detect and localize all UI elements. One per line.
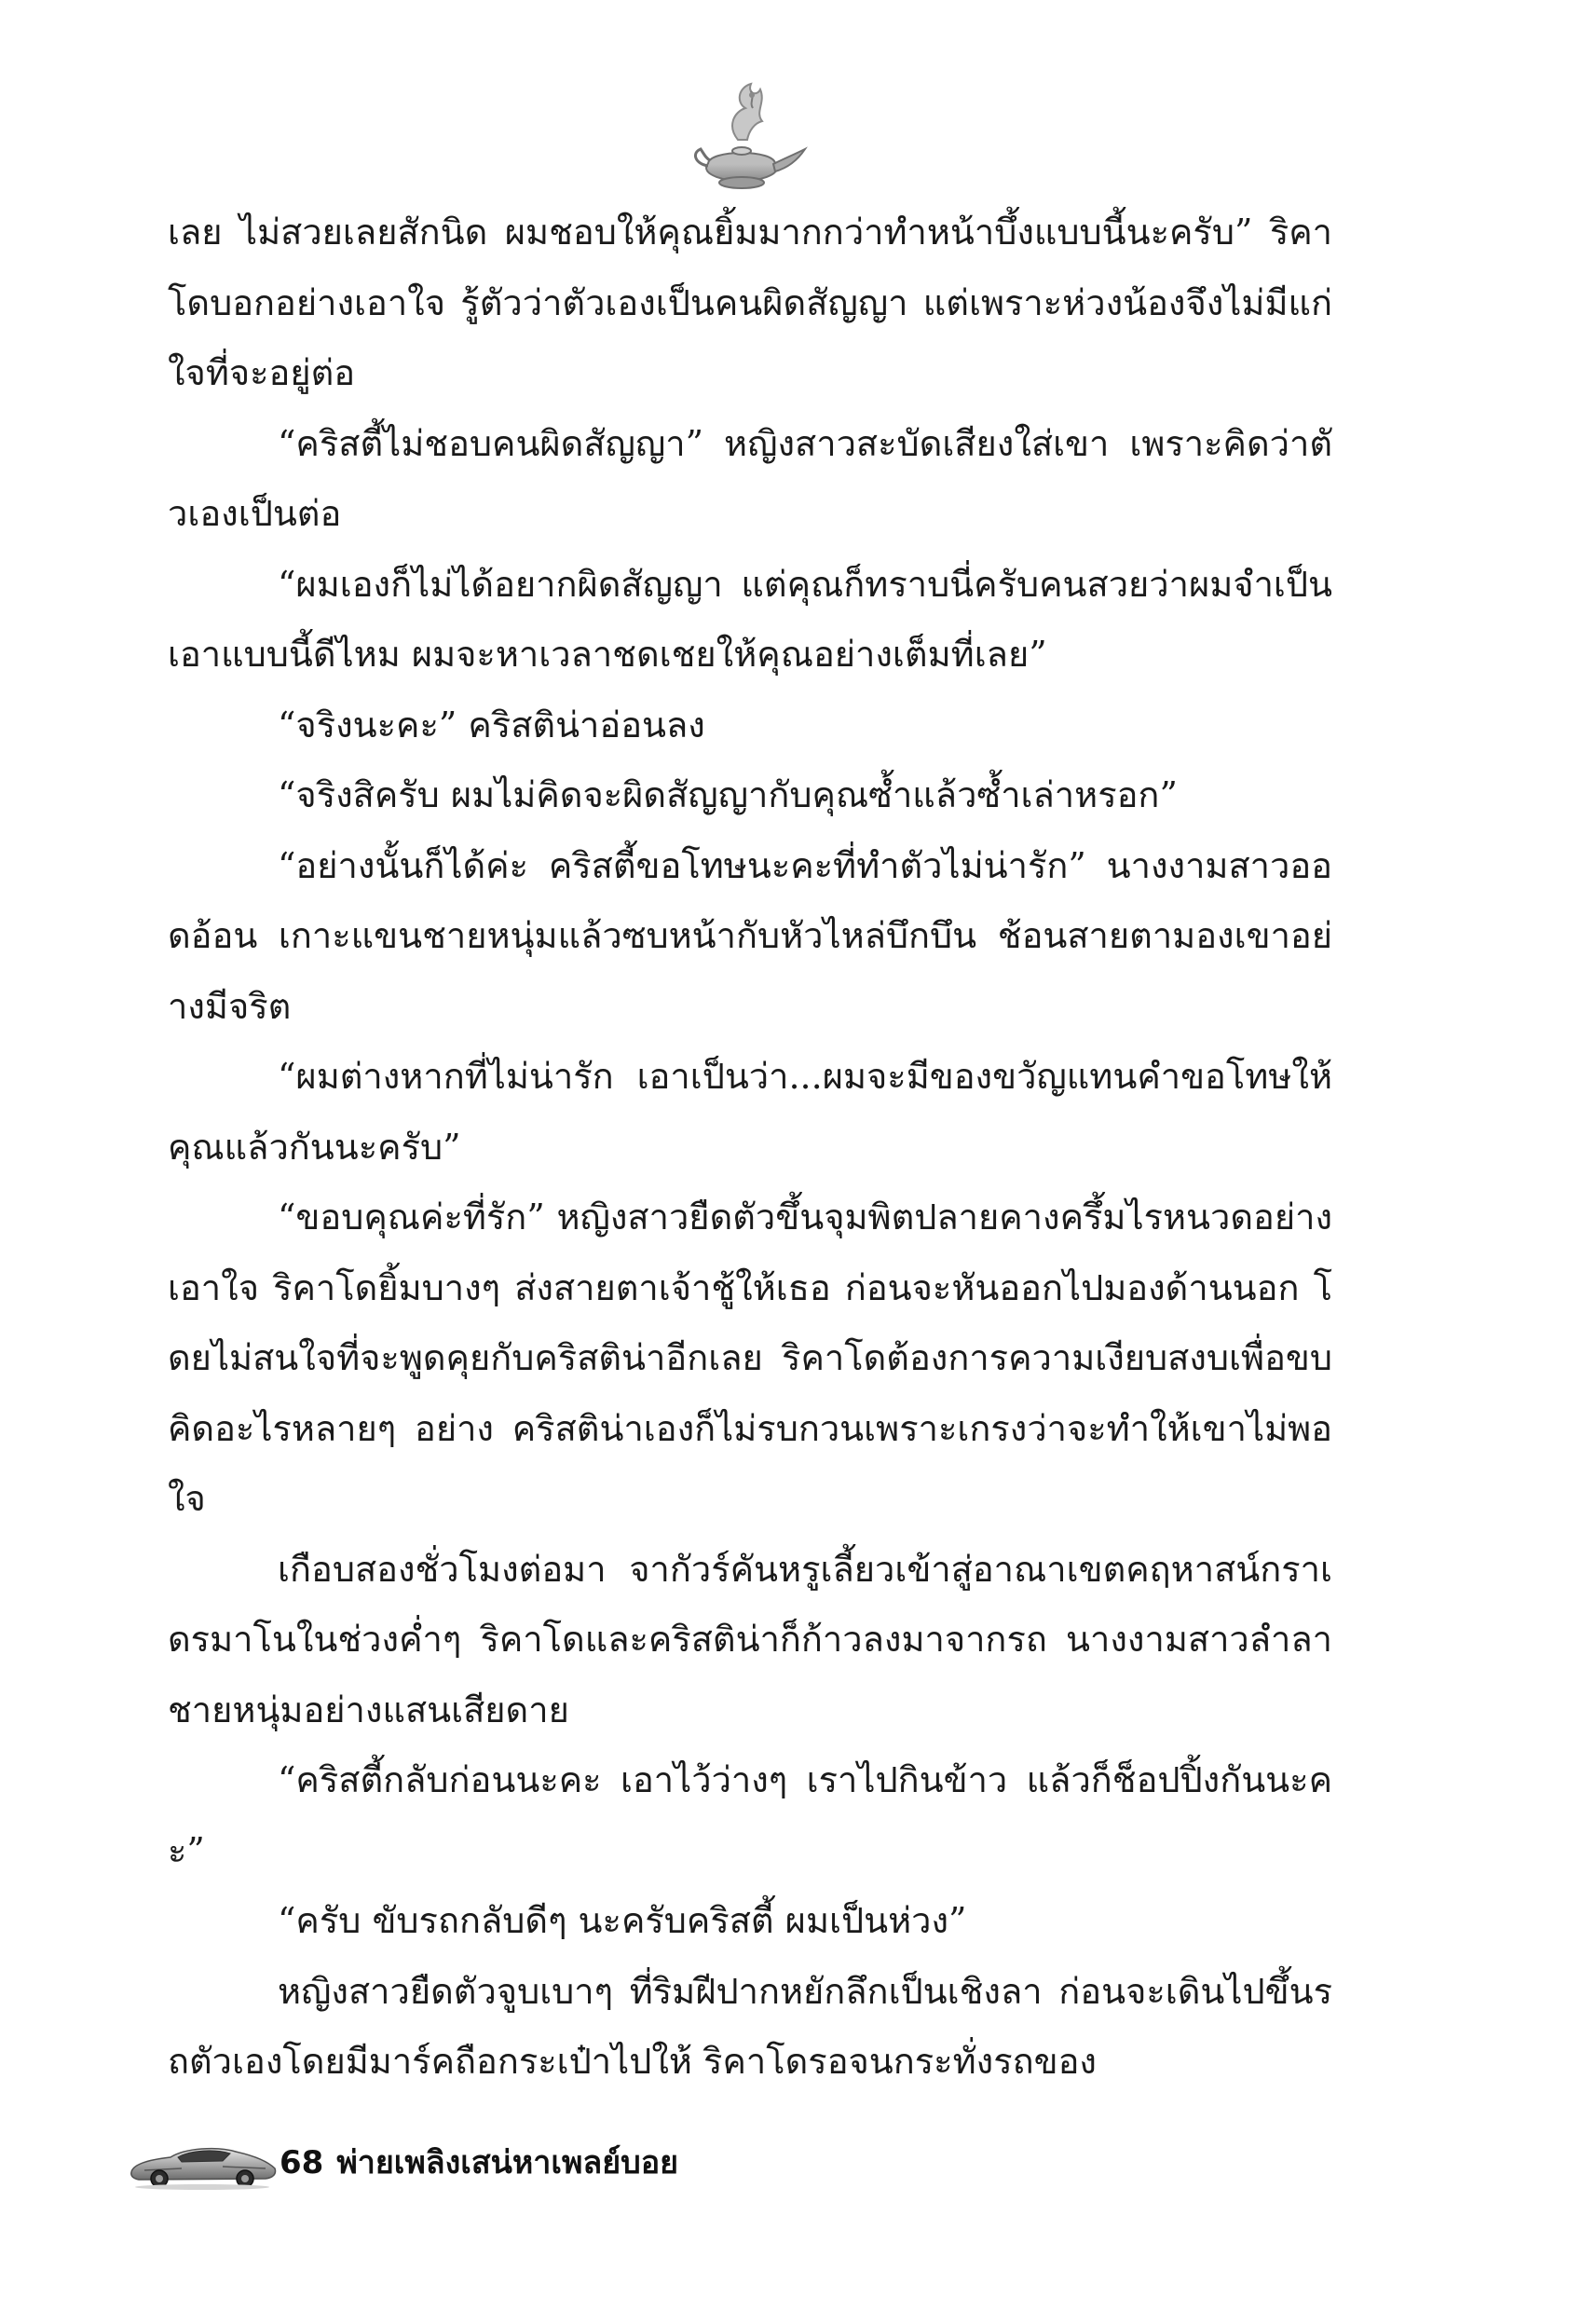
body-text bbox=[168, 198, 1332, 2108]
paragraph: “ขอบคุณค่ะที่รัก” หญิงสาวยืดตัวขึ้นจุมพิตปลายคางครึ้มไรหนวดอย่างเอาใจ ริคาโดยิ้มบางๆ ส่งสายตาเจ้าชู้ให้เธอ ก่อนจะหันออกไปมองด้านนอก โดยไม่สนใจที่จะพูดคุยกับคริสติน่าอีกเลย ริคาโดต้องการความเงียบสงบเพื่อขบคิดอะไรหลายๆ อย่าง คริสติน่าเองก็ไม่รบกวนเพราะเกรงว่าจะทำให้เขาไม่พอใจ bbox=[168, 1197, 1332, 1519]
paragraph: เลย ไม่สวยเลยสักนิด ผมชอบให้คุณยิ้มมากกว่าทำหน้าบึ้งแบบนี้นะครับ” ริคาโดบอกอย่างเอาใจ รู้ตัวว่าตัวเองเป็นคนผิดสัญญา แต่เพราะห่วงน้องจึงไม่มีแก่ใจที่จะอยู่ต่อ bbox=[168, 212, 1332, 393]
genie-lamp-icon bbox=[680, 75, 811, 196]
paragraph: “ผมเองก็ไม่ได้อยากผิดสัญญา แต่คุณก็ทราบนี่ครับคนสวยว่าผมจำเป็น เอาแบบนี้ดีไหม ผมจะหาเวลาชดเชยให้คุณอย่างเต็มที่เลย” bbox=[168, 563, 1332, 675]
footer-caption bbox=[280, 2139, 678, 2187]
paragraph: “ครับ ขับรถกลับดีๆ นะครับคริสตี้ ผมเป็นห่วง” bbox=[278, 1900, 967, 1941]
paragraph: “คริสตี้กลับก่อนนะคะ เอาไว้ว่างๆ เราไปกินข้าว แล้วก็ช็อปปิ้งกันนะคะ” bbox=[168, 1759, 1332, 1871]
paragraph: “คริสตี้ไม่ชอบคนผิดสัญญา” หญิงสาวสะบัดเสียงใส่เขา เพราะคิดว่าตัวเองเป็นต่อ bbox=[168, 422, 1332, 534]
page-number: 68 bbox=[280, 2144, 324, 2181]
paragraph: “ผมต่างหากที่ไม่น่ารัก เอาเป็นว่า...ผมจะมีของขวัญแทนคำขอโทษให้คุณแล้วกันนะครับ” bbox=[168, 1056, 1332, 1168]
page-footer bbox=[126, 2129, 964, 2204]
paragraph: หญิงสาวยืดตัวจูบเบาๆ ที่ริมฝีปากหยักลึกเป็นเชิงลา ก่อนจะเดินไปขึ้นรถตัวเองโดยมีมาร์คถือกระเป๋าไปให้ ริคาโดรอจนกระทั่งรถของ bbox=[168, 1970, 1332, 2082]
book-title: พ่ายเพลิงเสน่หาเพลย์บอย bbox=[336, 2144, 679, 2181]
paragraph: เกือบสองชั่วโมงต่อมา จากัวร์คันหรูเลี้ยวเข้าสู่อาณาเขตคฤหาสน์กราเดรมาโนในช่วงค่ำๆ ริคาโดและคริสติน่าก็ก้าวลงมาจากรถ นางงามสาวลำลาชายหนุ่มอย่างแสนเสียดาย bbox=[168, 1548, 1332, 1730]
paragraph: “จริงสิครับ ผมไม่คิดจะผิดสัญญากับคุณซ้ำแล้วซ้ำเล่าหรอก” bbox=[278, 774, 1178, 815]
paragraph: “อย่างนั้นก็ได้ค่ะ คริสตี้ขอโทษนะคะที่ทำตัวไม่น่ารัก” นางงามสาวออดอ้อน เกาะแขนชายหนุ่มแล้วซบหน้ากับหัวไหล่บึกบึน ช้อนสายตามองเขาอย่างมีจริต bbox=[168, 844, 1332, 1027]
sports-car-icon bbox=[126, 2135, 280, 2191]
paragraph: “จริงนะคะ” คริสติน่าอ่อนลง bbox=[278, 704, 705, 745]
